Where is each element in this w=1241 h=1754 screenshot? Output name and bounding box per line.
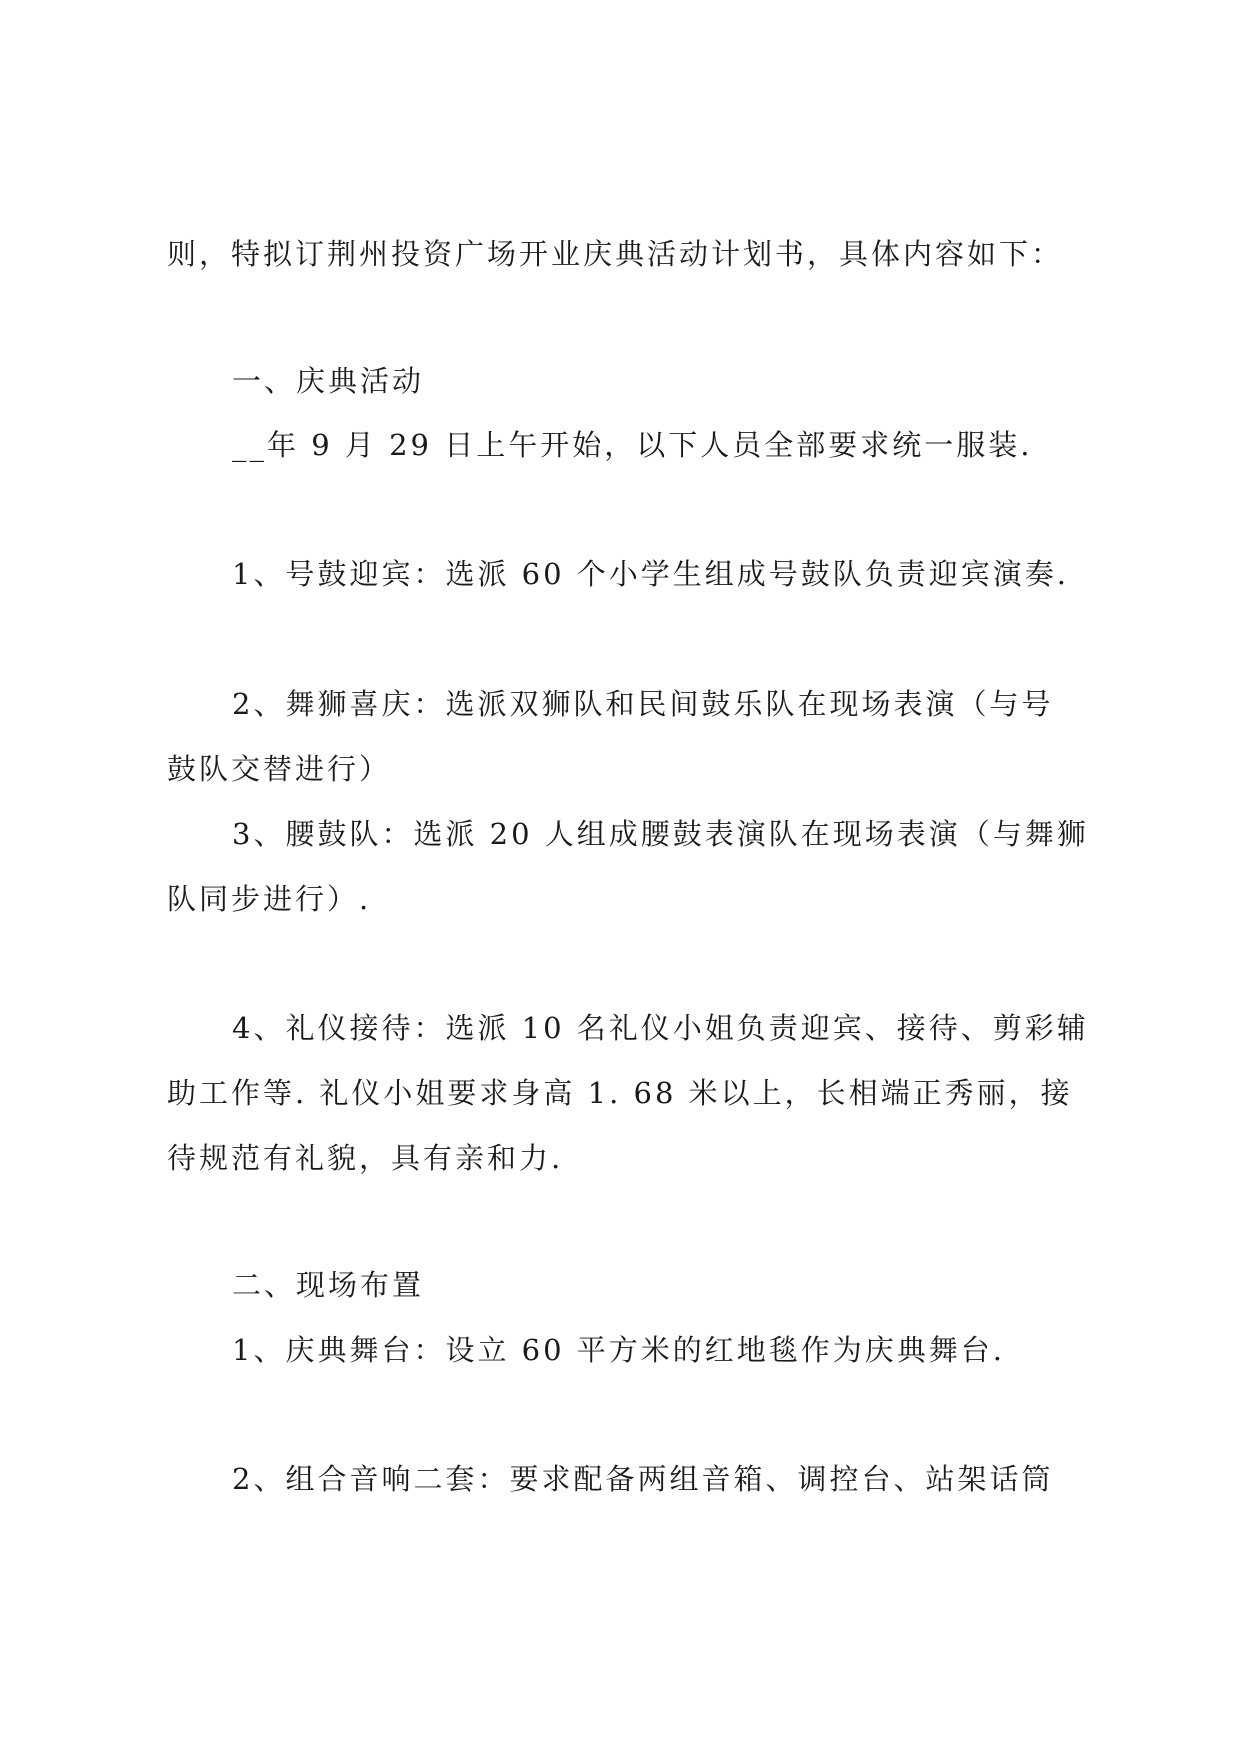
section-heading: 一、庆典活动 <box>232 364 425 398</box>
paragraph-line: __年 9 月 29 日上午开始，以下人员全部要求统一服装. <box>232 428 1033 462</box>
list-item: 1、号鼓迎宾：选派 60 个小学生组成号鼓队负责迎宾演奏. <box>232 557 1070 591</box>
list-item-continuation: 待规范有礼貌，具有亲和力. <box>167 1141 564 1175</box>
list-item-continuation: 助工作等. 礼仪小姐要求身高 1. 68 米以上，长相端正秀丽，接 <box>167 1076 1073 1110</box>
list-item: 2、舞狮喜庆：选派双狮队和民间鼓乐队在现场表演（与号 <box>232 687 1054 721</box>
list-item: 1、庆典舞台：设立 60 平方米的红地毯作为庆典舞台. <box>232 1333 1006 1367</box>
list-item-continuation: 鼓队交替进行） <box>167 752 392 786</box>
list-item: 4、礼仪接待：选派 10 名礼仪小姐负责迎宾、接待、剪彩辅 <box>232 1011 1089 1045</box>
paragraph-line: 则，特拟订荆州投资广场开业庆典活动计划书，具体内容如下： <box>167 237 1064 271</box>
list-item: 3、腰鼓队：选派 20 人组成腰鼓表演队在现场表演（与舞狮 <box>232 817 1089 851</box>
section-heading: 二、现场布置 <box>232 1268 425 1302</box>
list-item: 2、组合音响二套：要求配备两组音箱、调控台、站架话筒 <box>232 1462 1054 1496</box>
list-item-continuation: 队同步进行）. <box>167 882 372 916</box>
